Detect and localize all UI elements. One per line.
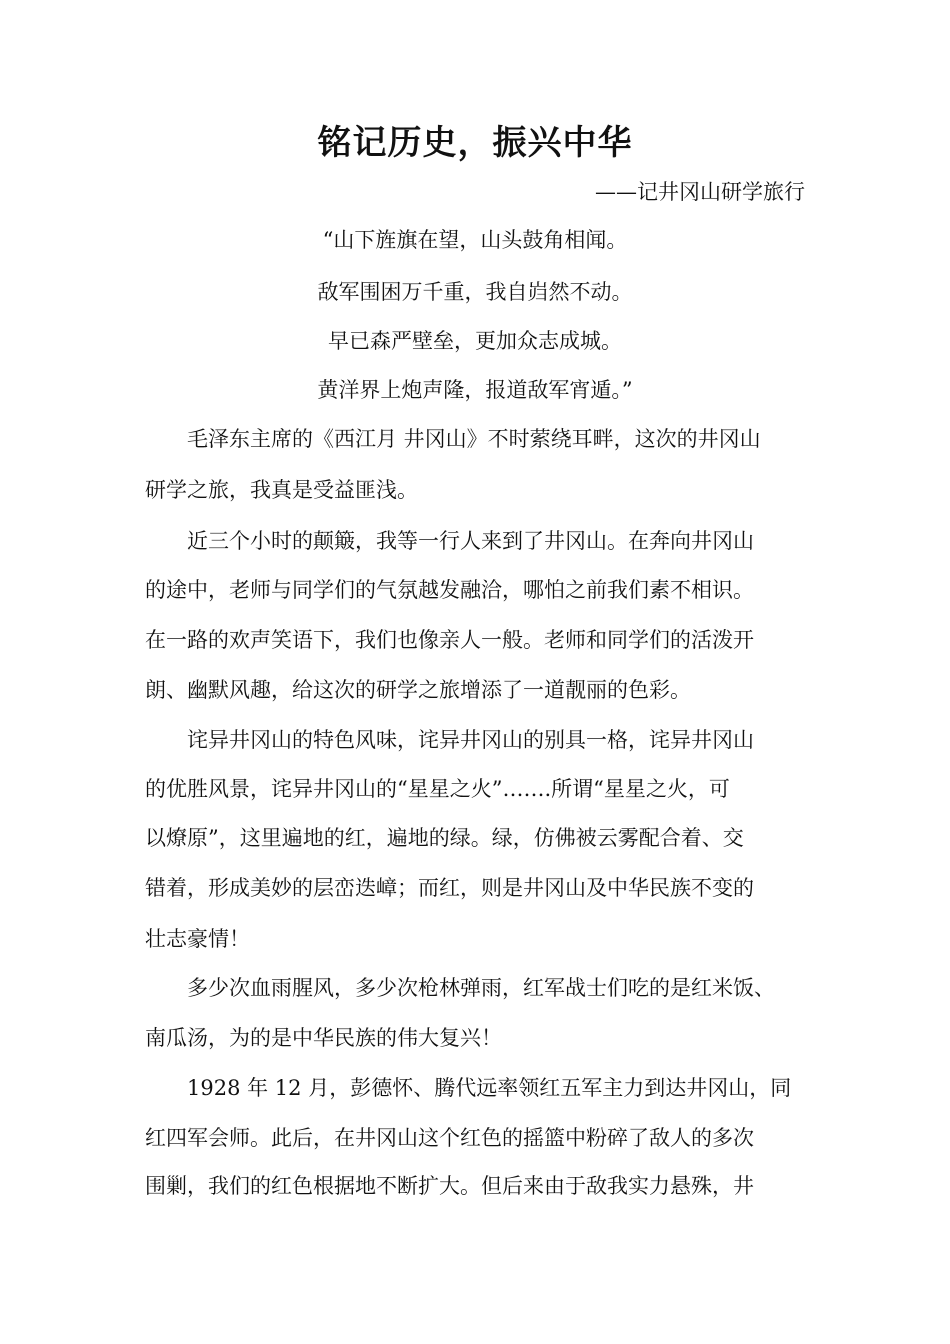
paragraph-line: 诧异井冈山的特色风味，诧异井冈山的别具一格，诧异井冈山 bbox=[187, 728, 754, 752]
paragraph-line: 研学之旅，我真是受益匪浅。 bbox=[145, 478, 418, 502]
paragraph-line: 毛泽东主席的《西江月 井冈山》不时萦绕耳畔，这次的井冈山 bbox=[187, 427, 761, 451]
poem-line: 黄洋界上炮声隆，报道敌军宵遁。” bbox=[317, 378, 633, 402]
document-title: 铭记历史，振兴中华 bbox=[317, 123, 633, 163]
paragraph-line: 1928 年 12 月，彭德怀、腾代远率领红五军主力到达井冈山，同 bbox=[187, 1076, 792, 1100]
paragraph-line: 壮志豪情！ bbox=[145, 927, 250, 951]
document-subtitle: ——记井冈山研学旅行 bbox=[595, 180, 805, 204]
paragraph-line: 多少次血雨腥风，多少次枪林弹雨，红军战士们吃的是红米饭、 bbox=[187, 976, 775, 1000]
paragraph-line: 在一路的欢声笑语下，我们也像亲人一般。老师和同学们的活泼开 bbox=[145, 628, 754, 652]
paragraph-line: 的优胜风景，诧异井冈山的“星星之火”…….所谓“星星之火，可 bbox=[145, 777, 730, 801]
paragraph-line: 的途中，老师与同学们的气氛越发融洽，哪怕之前我们素不相识。 bbox=[145, 578, 754, 602]
paragraph-line: 围剿，我们的红色根据地不断扩大。但后来由于敌我实力悬殊，井 bbox=[145, 1174, 754, 1198]
paragraph-line: 朗、幽默风趣，给这次的研学之旅增添了一道靓丽的色彩。 bbox=[145, 678, 691, 702]
paragraph-line: 错着，形成美妙的层峦迭嶂；而红，则是井冈山及中华民族不变的 bbox=[145, 876, 754, 900]
poem-line: “山下旌旗在望，山头鼓角相闻。 bbox=[322, 228, 628, 252]
paragraph-line: 红四军会师。此后，在井冈山这个红色的摇篮中粉碎了敌人的多次 bbox=[145, 1126, 754, 1150]
paragraph-line: 以燎原”，这里遍地的红，遍地的绿。绿，仿佛被云雾配合着、交 bbox=[145, 826, 744, 850]
paragraph-line: 南瓜汤，为的是中华民族的伟大复兴！ bbox=[145, 1026, 502, 1050]
poem-line: 早已森严壁垒，更加众志成城。 bbox=[328, 329, 622, 353]
paragraph-line: 近三个小时的颠簸，我等一行人来到了井冈山。在奔向井冈山 bbox=[187, 529, 754, 553]
poem-line: 敌军围困万千重，我自岿然不动。 bbox=[317, 280, 633, 304]
